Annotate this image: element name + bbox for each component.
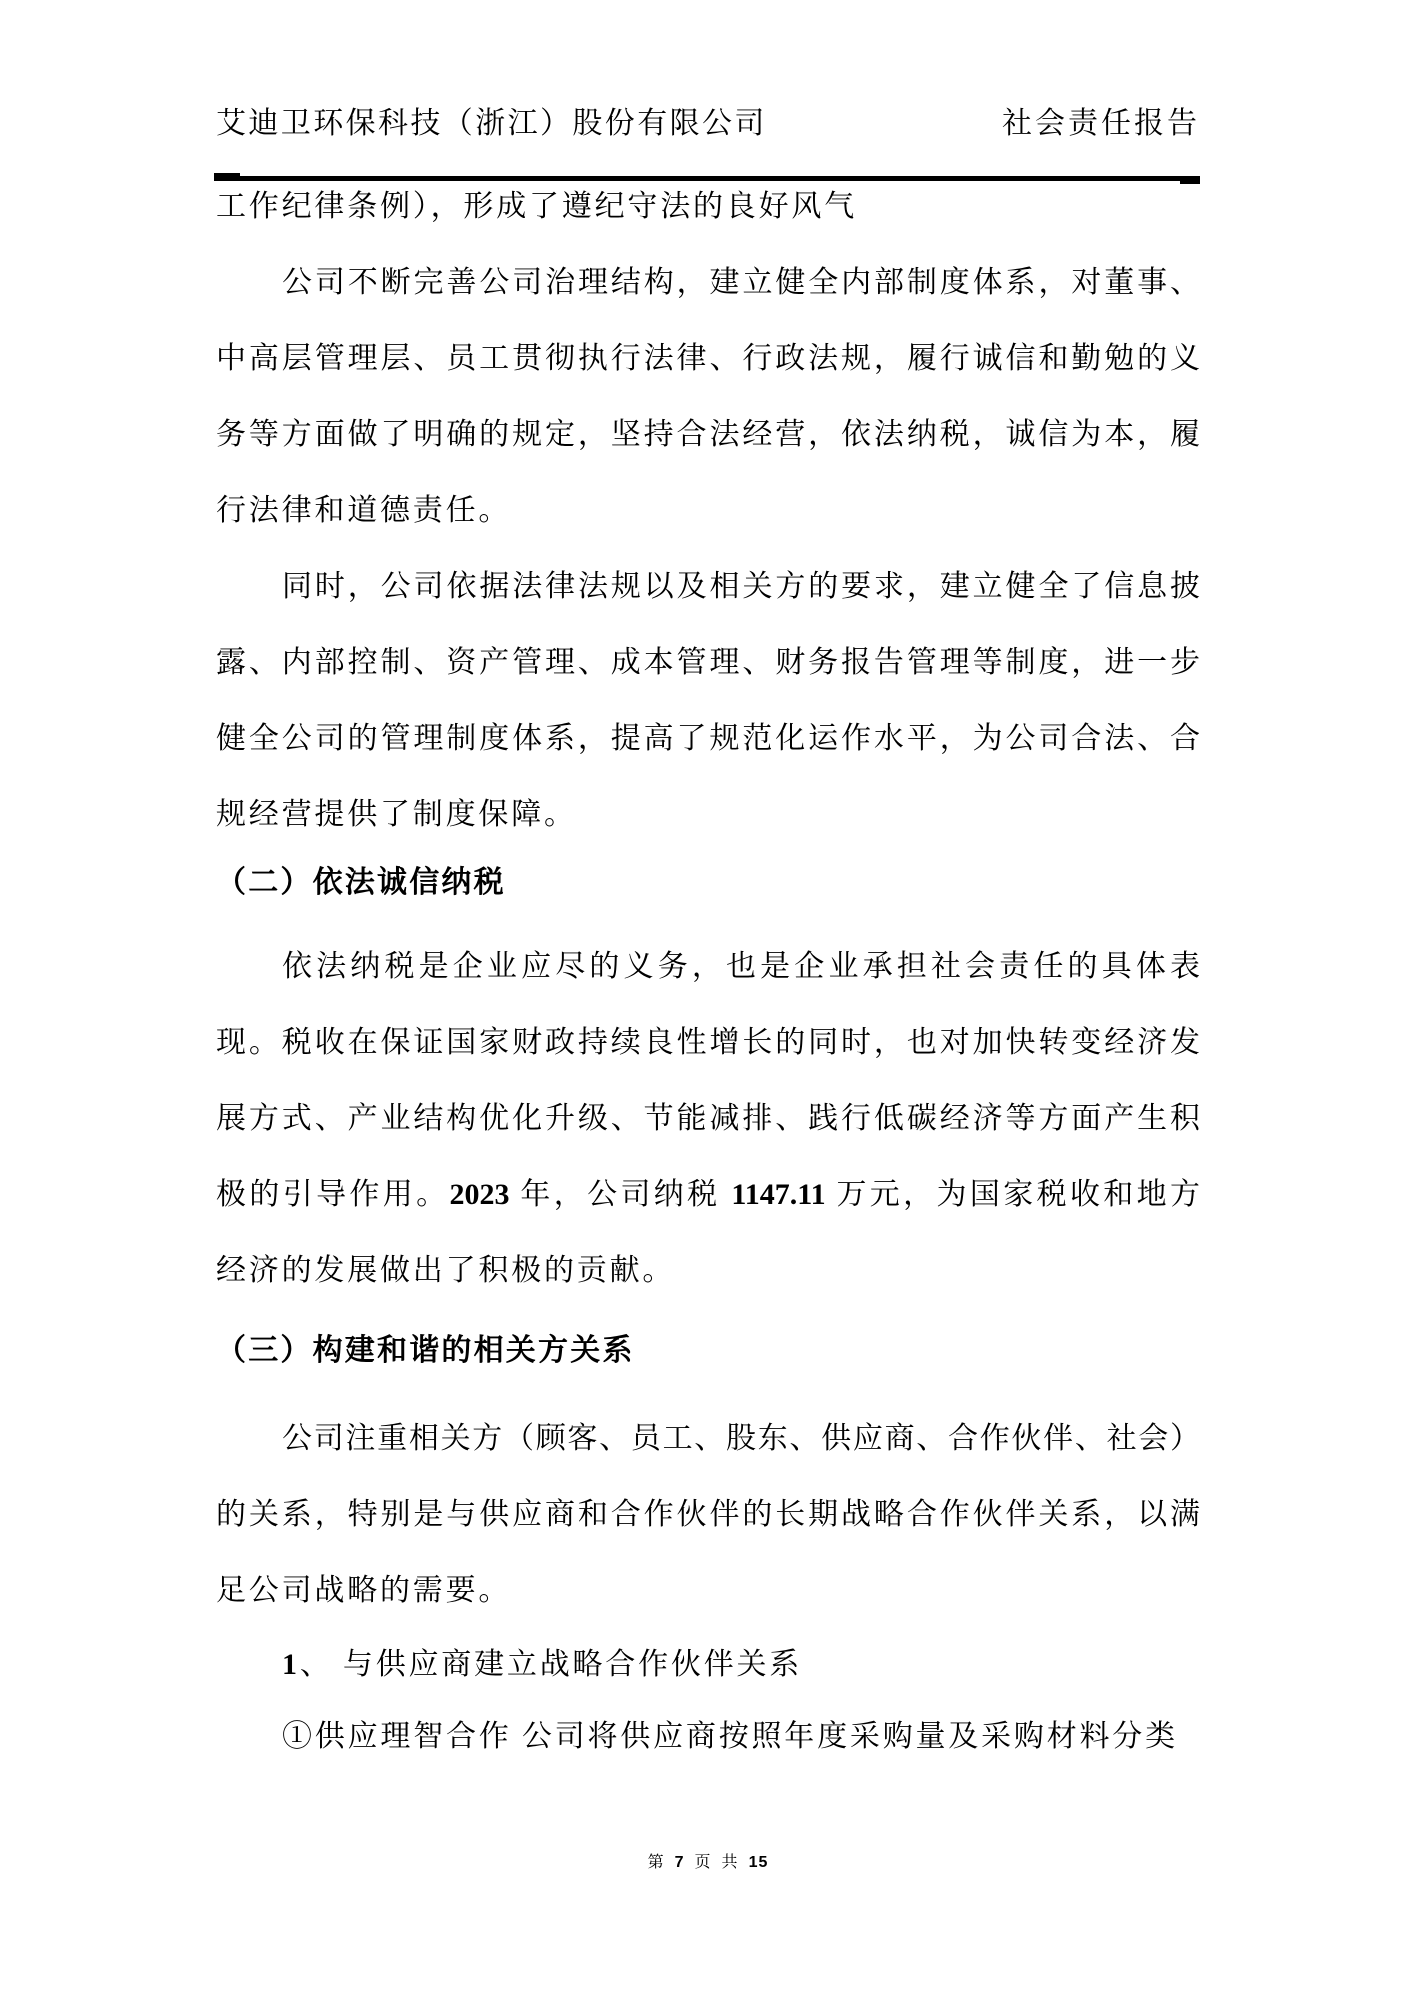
text-line	[216, 720, 1200, 758]
text-segment: 、 与供应商建立战略合作伙伴关系	[299, 1648, 803, 1681]
text-segment: 足公司战略的需要。	[216, 1574, 512, 1607]
footer-label: 页 共	[684, 1854, 749, 1871]
text-segment: 公司不断完善公司治理结构，建立健全内部制度体系，对董事、	[282, 266, 1200, 299]
text-line	[216, 796, 577, 834]
text-segment: 工作纪律条例），形成了遵纪守法的良好风气	[216, 190, 857, 223]
text-segment: 万元，为国家税收和地方	[825, 1178, 1201, 1211]
text-line	[216, 188, 857, 226]
text-line	[216, 1100, 1200, 1138]
text-line	[216, 1496, 1200, 1534]
text-segment: 中高层管理层、员工贯彻执行法律、行政法规，履行诚信和勤勉的义	[216, 342, 1200, 375]
text-segment: 行法律和道德责任。	[216, 494, 512, 527]
header-rule-left-cap	[214, 173, 240, 181]
text-line	[216, 416, 1200, 454]
text-segment: 露、内部控制、资产管理、成本管理、财务报告管理等制度，进一步	[216, 646, 1200, 679]
text-line	[216, 644, 1200, 682]
text-segment: 依法纳税是企业应尽的义务，也是企业承担社会责任的具体表	[282, 950, 1200, 983]
bold-text-segment: （三）构建和谐的相关方关系	[216, 1334, 635, 1367]
section-heading	[216, 864, 506, 902]
text-line	[282, 948, 1200, 986]
text-line	[282, 1420, 1200, 1458]
text-segment: 经济的发展做出了积极的贡献。	[216, 1254, 676, 1287]
text-line	[216, 492, 511, 530]
text-segment: 的关系，特别是与供应商和合作伙伴的长期战略合作伙伴关系，以满	[216, 1498, 1200, 1531]
page-number: 15	[748, 1854, 769, 1871]
bold-text-segment: （二）依法诚信纳税	[216, 866, 506, 899]
text-line	[282, 1718, 1178, 1756]
text-segment: 公司注重相关方（顾客、员工、股东、供应商、合作伙伴、社会）	[282, 1422, 1200, 1455]
footer-label: 第	[647, 1854, 675, 1871]
text-line	[216, 1572, 511, 1610]
text-segment: 极的引导作用。	[216, 1178, 450, 1211]
text-segment: 展方式、产业结构优化升级、节能减排、践行低碳经济等方面产生积	[216, 1102, 1200, 1135]
text-line	[216, 1024, 1200, 1062]
text-segment: 务等方面做了明确的规定，坚持合法经营，依法纳税，诚信为本，履	[216, 418, 1200, 451]
section-heading	[216, 1332, 635, 1370]
text-line	[216, 340, 1200, 378]
header-report-title: 社会责任报告	[1002, 107, 1200, 140]
header-company-name: 艾迪卫环保科技（浙江）股份有限公司	[216, 107, 767, 140]
text-line	[216, 1252, 675, 1290]
text-segment: ①供应理智合作 公司将供应商按照年度采购量及采购材料分类	[282, 1720, 1178, 1753]
text-segment: 规经营提供了制度保障。	[216, 798, 577, 831]
text-segment: 同时，公司依据法律法规以及相关方的要求，建立健全了信息披	[282, 570, 1200, 603]
bold-text-segment: 1	[282, 1648, 300, 1681]
page-number: 7	[674, 1854, 685, 1871]
header-rule-right-cap	[1180, 177, 1200, 184]
text-segment: 年，公司纳税	[509, 1178, 732, 1211]
bold-text-segment: 1147.11	[731, 1178, 826, 1211]
text-segment: 健全公司的管理制度体系，提高了规范化运作水平，为公司合法、合	[216, 722, 1200, 755]
bold-text-segment: 2023	[449, 1178, 510, 1211]
text-line	[216, 1176, 1200, 1214]
text-line	[282, 568, 1200, 606]
text-line	[282, 1646, 802, 1684]
text-segment: 现。税收在保证国家财政持续良性增长的同时，也对加快转变经济发	[216, 1026, 1200, 1059]
text-line	[282, 264, 1200, 302]
page-footer	[216, 1852, 1200, 1874]
header-rule	[214, 176, 1200, 181]
